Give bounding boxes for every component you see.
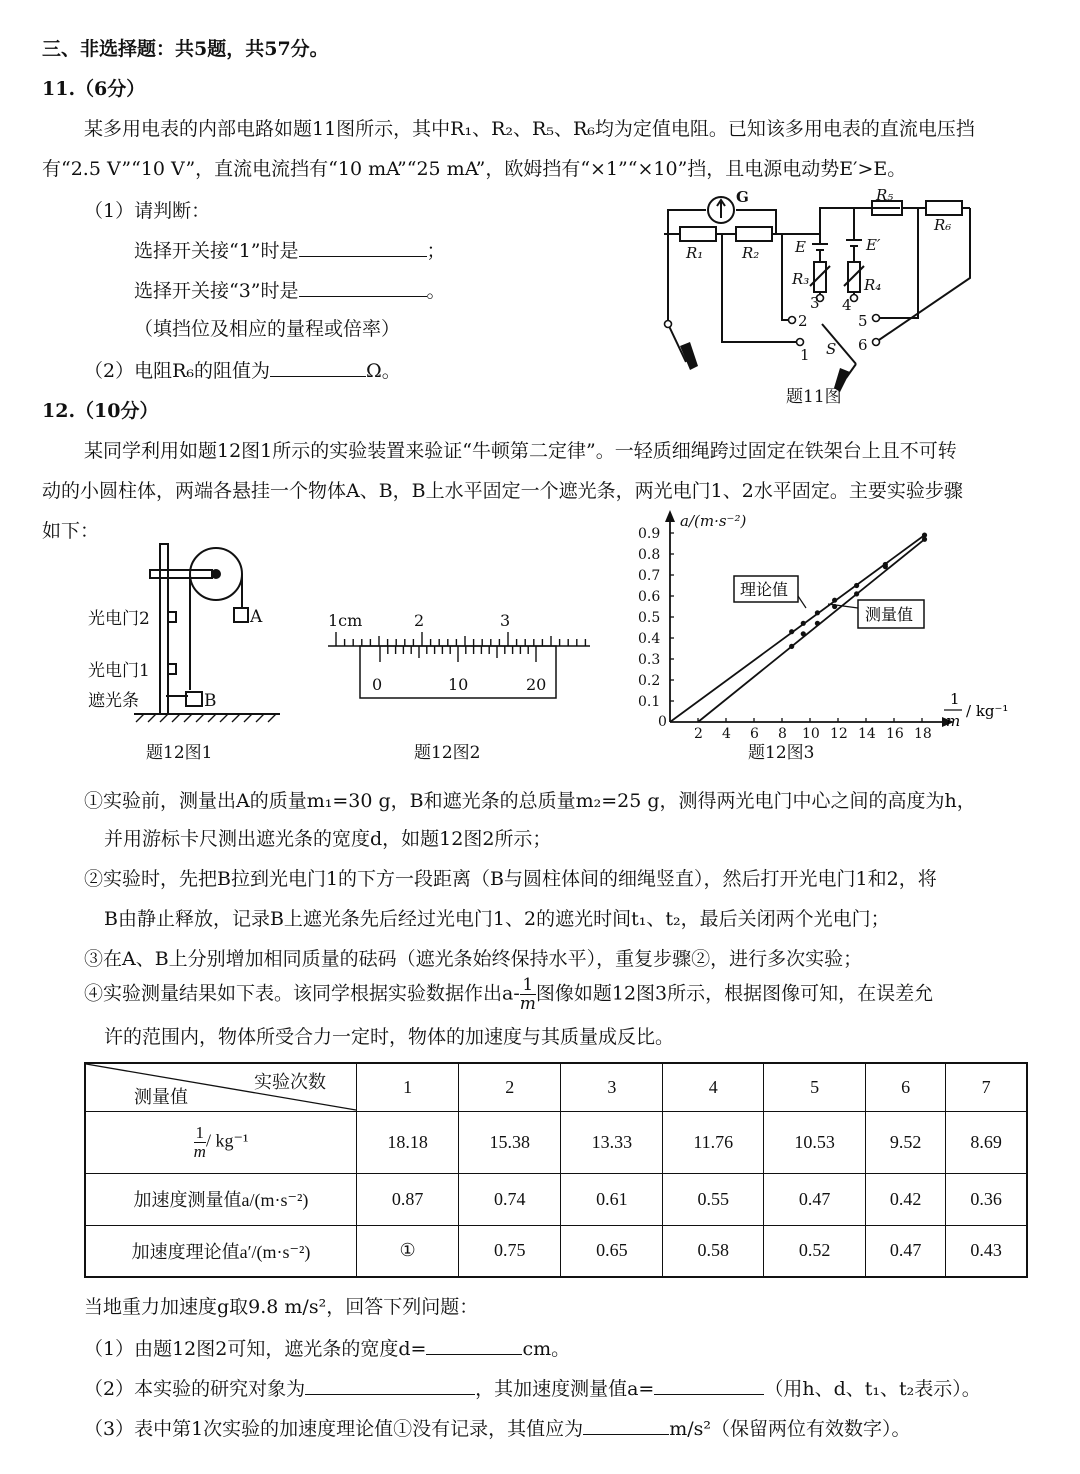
row3-cell: 0.65: [561, 1225, 663, 1277]
vernier-main-tick-3: 3: [500, 611, 511, 630]
table-corner-cell: [85, 1063, 357, 1111]
chart-ylabel: a/(m·s⁻²): [680, 512, 747, 530]
trial-4: 4: [663, 1063, 764, 1111]
trial-2: 2: [459, 1063, 561, 1111]
row2-cell: 0.36: [946, 1173, 1027, 1225]
figure-12-1-caption: 题12图1: [146, 743, 213, 763]
section-title: 三、非选择题：共5题，共57分。: [42, 38, 329, 60]
trial-3: 3: [561, 1063, 663, 1111]
q12-step4a-pre: ④实验测量结果如下表。该同学根据实验数据作出a-: [84, 982, 520, 1005]
chart-origin-label: 0: [658, 714, 667, 730]
label-R6: R₆: [934, 216, 952, 234]
x-tick-label: 18: [914, 726, 932, 742]
series-line-measured: [698, 539, 925, 722]
trial-6: 6: [866, 1063, 946, 1111]
trial-7: 7: [946, 1063, 1027, 1111]
label-shade: 遮光条: [88, 691, 139, 711]
q11-part1-line1-end: ；: [426, 240, 446, 262]
trial-1: 1: [357, 1063, 459, 1111]
q12-a3-pre: （3）表中第1次实验的加速度理论值①没有记录，其值应为: [84, 1418, 584, 1440]
row2-label: 加速度测量值a/(m·s⁻²): [85, 1173, 357, 1225]
q11-para2: 有“2.5 V”“10 V”，直流电流挡有“10 mA”“25 mA”，欧姆挡有“×1”“×10”挡，且电源电动势E′>E。: [42, 158, 907, 180]
data-point-measured: [922, 537, 927, 542]
label-terminal-6: 6: [858, 336, 868, 354]
q11-part1-note: （填挡位及相应的量程或倍率）: [134, 318, 401, 340]
label-terminal-1: 1: [800, 346, 810, 364]
data-point-measured: [801, 631, 806, 636]
vernier-scale-0: 0: [372, 675, 383, 694]
q11-part2-text: （2）电阻R₆的阻值为: [84, 360, 271, 382]
gravity-note: 当地重力加速度g取9.8 m/s²，回答下列问题：: [84, 1296, 479, 1318]
label-terminal-5: 5: [858, 312, 868, 330]
fraction-den: m: [519, 994, 536, 1014]
vernier-scale-10: 10: [448, 675, 469, 694]
label-R4: R₄: [864, 276, 882, 294]
data-point-measured: [883, 564, 888, 569]
label-mass-A: A: [250, 607, 263, 627]
y-tick-label: 0.9: [638, 526, 661, 542]
data-point-measured: [789, 644, 794, 649]
vernier-scale-20: 20: [526, 675, 547, 694]
row3-cell: 0.43: [946, 1225, 1027, 1277]
q12-a2-post: （用h、d、t₁、t₂表示）。: [764, 1378, 981, 1400]
row2-cell: 0.42: [866, 1173, 946, 1225]
answer-blank-object[interactable]: [305, 1378, 475, 1395]
fraction-num: 1: [520, 976, 536, 995]
chart-xlabel: [944, 690, 1008, 730]
row1-cell: 18.18: [357, 1111, 459, 1173]
table-row-theory: [85, 1225, 1027, 1277]
label-R2: R₂: [742, 244, 760, 262]
figure-12-2-caption: 题12图2: [414, 743, 481, 763]
answer-blank-q11-3[interactable]: [299, 280, 427, 297]
y-tick-label: 0.2: [638, 673, 661, 689]
row3-cell: 0.58: [663, 1225, 764, 1277]
row3-cell: 0.47: [866, 1225, 946, 1277]
q12-intro3: 如下：: [42, 520, 100, 542]
label-R5: R₅: [876, 186, 894, 204]
label-E: E: [795, 238, 806, 256]
y-tick-label: 0.3: [638, 652, 661, 668]
q12-answer-2: [84, 1374, 981, 1401]
q11-number: 11.（6分）: [42, 78, 146, 100]
figure-11-circuit: [640, 182, 980, 412]
row1-frac-den: m: [193, 1141, 206, 1161]
q11-para1: 某多用电表的内部电路如题11图所示，其中R₁、R₂、R₅、R₆均为定值电阻。已知该多用电表的直流电压挡: [84, 118, 975, 140]
data-point-measured: [815, 621, 820, 626]
q11-part2: [84, 356, 401, 383]
label-terminal-2: 2: [798, 312, 808, 330]
figure-12-1-apparatus: [84, 536, 304, 766]
chart-xlabel-unit: / kg⁻¹: [966, 702, 1009, 720]
chart-xlabel-num: 1: [950, 690, 960, 708]
corner-bottom-label: 测量值: [134, 1086, 188, 1107]
q12-a1-text: （1）由题12图2可知，遮光条的宽度d=: [84, 1338, 427, 1360]
data-point-measured: [854, 591, 859, 596]
q12-a3-post: m/s²（保留两位有效数字）。: [669, 1418, 911, 1440]
q11-part2-unit: Ω。: [366, 360, 401, 382]
q12-step3: ③在A、B上分别增加相同质量的砝码（遮光条始终保持水平），重复步骤②，进行多次实验；: [84, 948, 863, 970]
vernier-unit-label: 1cm: [328, 611, 363, 630]
q12-a2-mid: ，其加速度测量值a=: [475, 1378, 655, 1400]
label-R3: R₃: [792, 270, 810, 288]
label-S: S: [826, 340, 837, 358]
q12-step4a: [84, 976, 933, 1013]
y-tick-label: 0.4: [638, 631, 661, 647]
answer-blank-accel[interactable]: [654, 1378, 764, 1395]
row1-cell: 11.76: [663, 1111, 764, 1173]
q12-answer-1: [84, 1334, 570, 1361]
row2-cell: 0.47: [764, 1173, 866, 1225]
q11-part1-line1: [134, 236, 446, 263]
x-tick-label: 2: [694, 726, 703, 742]
q12-step1b: 并用游标卡尺测出遮光条的宽度d，如题12图2所示；: [104, 828, 552, 850]
figure-12-3-chart: [624, 508, 1028, 766]
row2-cell: 0.61: [561, 1173, 663, 1225]
fraction-1-over-m: [520, 976, 536, 1013]
x-tick-label: 16: [886, 726, 904, 742]
answer-blank-width-d[interactable]: [426, 1338, 522, 1355]
row1-label: [85, 1111, 357, 1173]
q12-answer-3: [84, 1414, 910, 1441]
label-Ep: E′: [866, 236, 881, 254]
x-tick-label: 8: [778, 726, 787, 742]
table-row-inverse-mass: [85, 1111, 1027, 1173]
label-gate1: 光电门1: [88, 661, 150, 681]
vernier-main-tick-2: 2: [414, 611, 425, 630]
x-tick-label: 10: [802, 726, 820, 742]
row1-cell: 15.38: [459, 1111, 561, 1173]
row3-cell: 0.52: [764, 1225, 866, 1277]
row3-cell: ①: [357, 1225, 459, 1277]
q12-intro2: 动的小圆柱体，两端各悬挂一个物体A、B，B上水平固定一个遮光条，两光电门1、2水平固定。主要实验步骤: [42, 480, 963, 502]
results-table: [84, 1062, 1028, 1278]
data-point-theory: [789, 629, 794, 634]
row2-cell: 0.87: [357, 1173, 459, 1225]
y-tick-label: 0.5: [638, 610, 661, 626]
answer-blank-q11-1[interactable]: [299, 240, 427, 257]
q12-step2a: ②实验时，先把B拉到光电门1的下方一段距离（B与圆柱体间的细绳竖直），然后打开光电门1和2，将: [84, 868, 937, 890]
x-tick-label: 14: [858, 726, 876, 742]
q11-part1-line2-end: 。: [426, 280, 446, 302]
data-point-theory: [854, 583, 859, 588]
data-point-theory: [815, 610, 820, 615]
row3-cell: 0.75: [459, 1225, 561, 1277]
q12-step1a: ①实验前，测量出A的质量m₁=30 g，B和遮光条的总质量m₂=25 g，测得两光电门中心之间的高度为h，: [84, 790, 976, 812]
row1-cell: 10.53: [764, 1111, 866, 1173]
q12-a2-pre: （2）本实验的研究对象为: [84, 1378, 306, 1400]
legend-measured-label: 测量值: [865, 605, 914, 624]
q11-part1-line1-text: 选择开关接“1”时是: [134, 240, 299, 262]
label-G: G: [736, 188, 749, 206]
q12-step2b: B由静止释放，记录B上遮光条先后经过光电门1、2的遮光时间t₁、t₂，最后关闭两个光电门；: [104, 908, 890, 930]
y-tick-label: 0.1: [638, 694, 661, 710]
row1-cell: 9.52: [866, 1111, 946, 1173]
figure-12-2-vernier: [318, 606, 598, 766]
figure-12-3-caption: 题12图3: [748, 743, 815, 763]
table-header-row: [85, 1063, 1027, 1111]
label-terminal-4: 4: [842, 296, 852, 314]
label-R1: R₁: [686, 244, 704, 262]
chart-xlabel-den: m: [946, 712, 961, 730]
q12-intro1: 某同学利用如题12图1所示的实验装置来验证“牛顿第二定律”。一轻质细绳跨过固定在铁架台上且不可转: [84, 440, 957, 462]
row1-cell: 13.33: [561, 1111, 663, 1173]
answer-blank-theory-1[interactable]: [583, 1418, 669, 1435]
q11-part1-line2-text: 选择开关接“3”时是: [134, 280, 299, 302]
y-tick-label: 0.8: [638, 547, 661, 563]
x-tick-label: 4: [722, 726, 731, 742]
y-tick-label: 0.7: [638, 568, 661, 584]
table-row-measured: [85, 1173, 1027, 1225]
row3-label: 加速度理论值a′/(m·s⁻²): [85, 1225, 357, 1277]
trial-5: 5: [764, 1063, 866, 1111]
q12-number: 12.（10分）: [42, 400, 159, 422]
legend-measured: [828, 600, 924, 628]
q12-step4b: 许的范围内，物体所受合力一定时，物体的加速度与其质量成反比。: [104, 1026, 675, 1048]
label-gate2: 光电门2: [88, 609, 150, 629]
q11-part1-line2: [134, 276, 446, 303]
label-terminal-3: 3: [810, 294, 820, 312]
x-tick-label: 6: [750, 726, 759, 742]
row2-cell: 0.55: [663, 1173, 764, 1225]
q12-a1-unit: cm。: [522, 1338, 571, 1360]
q12-step4a-post: 图像如题12图3所示，根据图像可知，在误差允: [535, 982, 934, 1005]
data-point-theory: [832, 598, 837, 603]
answer-blank-q11-r6[interactable]: [270, 360, 366, 377]
data-point-theory: [801, 621, 806, 626]
q11-part1-label: （1）请判断：: [84, 200, 211, 222]
legend-theory-label: 理论值: [740, 580, 789, 599]
figure-11-caption: 题11图: [786, 387, 842, 407]
y-tick-label: 0.6: [638, 589, 661, 605]
label-mass-B: B: [204, 691, 217, 711]
x-tick-label: 12: [830, 726, 848, 742]
corner-top-label: 实验次数: [254, 1072, 326, 1092]
row2-cell: 0.74: [459, 1173, 561, 1225]
row1-cell: 8.69: [946, 1111, 1027, 1173]
row1-unit: / kg⁻¹: [206, 1130, 249, 1151]
y-axis-arrow: [665, 510, 675, 522]
row1-frac-num: 1: [195, 1122, 205, 1142]
legend-theory: [734, 576, 806, 608]
